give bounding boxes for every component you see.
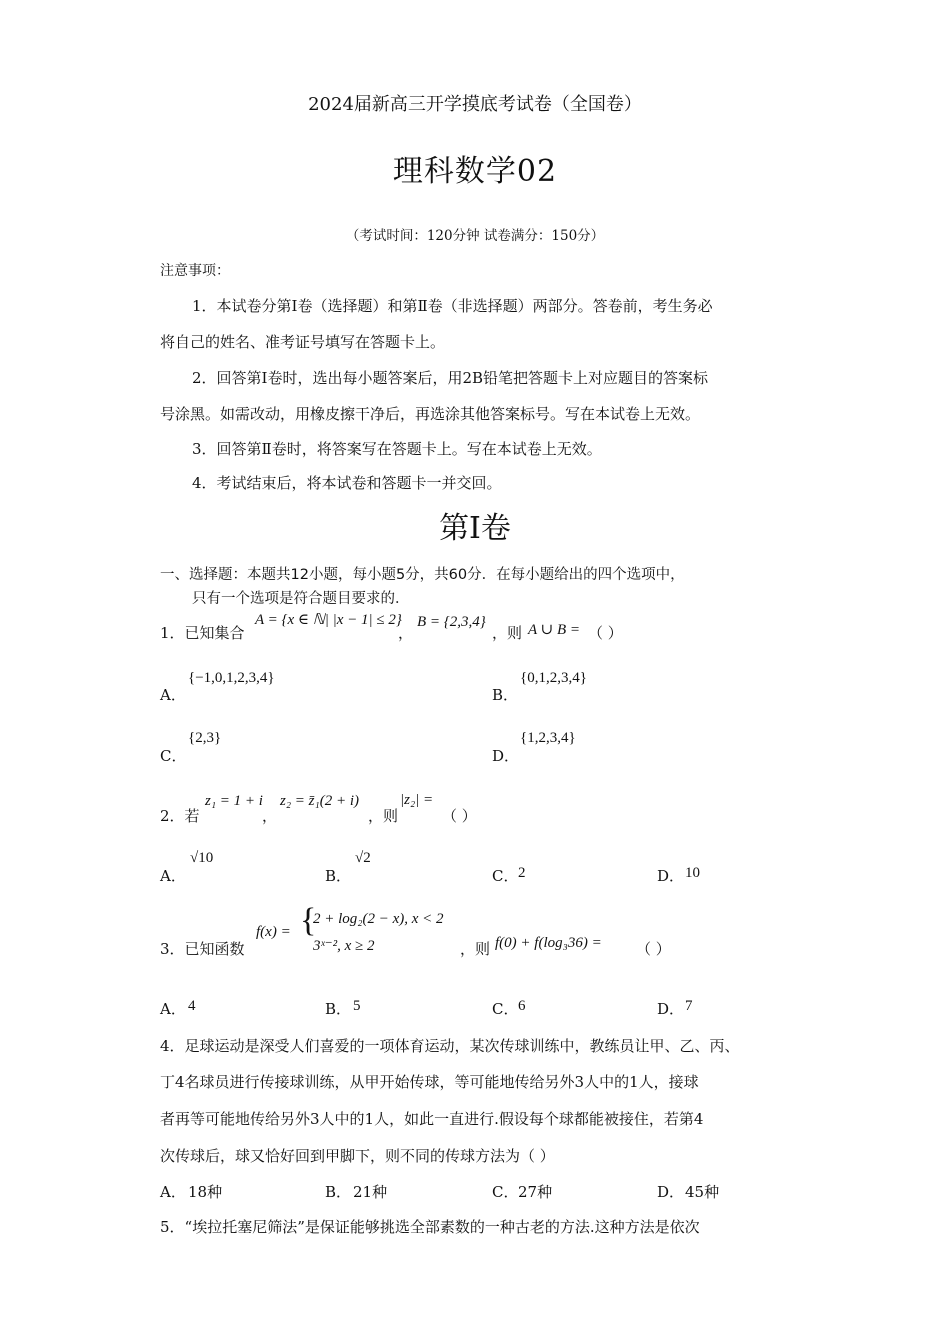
- q3-option-c-value: 6: [518, 998, 526, 1014]
- q2-prefix: 2．若: [160, 807, 200, 825]
- q3-option-c-label: C．: [492, 1000, 519, 1018]
- q2-option-c-label: C．: [492, 867, 519, 885]
- q2-sep: ，: [262, 807, 278, 825]
- q2-option-a-label: A．: [160, 867, 186, 885]
- q1-option-d-label: D．: [492, 747, 520, 765]
- q4-line-1: 4．足球运动是深受人们喜爱的一项体育运动，某次传球训练中，教练员让甲、乙、丙、: [160, 1037, 740, 1055]
- q3-option-d-value: 7: [685, 998, 693, 1014]
- q1-sep: ，: [398, 624, 414, 642]
- q1-option-b-value: {0,1,2,3,4}: [520, 670, 587, 686]
- notice-line-5: 3．回答第Ⅱ卷时，将答案写在答题卡上。写在本试卷上无效。: [192, 440, 602, 458]
- q4-line-4: 次传球后，球又恰好回到甲脚下，则不同的传球方法为（ ）: [160, 1147, 555, 1165]
- q3-then: ，则: [460, 940, 491, 958]
- q1-option-a-value: {−1,0,1,2,3,4}: [188, 670, 275, 686]
- q1-answer-paren: （ ）: [588, 624, 623, 642]
- q2-option-b-value: √2: [355, 850, 371, 866]
- q3-option-a-value: 4: [188, 998, 196, 1014]
- q4-option-a-value: 18种: [188, 1183, 223, 1201]
- exam-subtitle: 2024届新高三开学摸底考试卷（全国卷）: [308, 94, 642, 115]
- q1-set-b: B = {2,3,4}: [417, 614, 486, 630]
- q1-option-c-label: C．: [160, 747, 187, 765]
- notice-line-2: 将自己的姓名、准考证号填写在答题卡上。: [160, 333, 446, 351]
- q1-then: ，则: [492, 624, 523, 642]
- q3-option-d-label: D．: [657, 1000, 685, 1018]
- q2-option-d-value: 10: [685, 865, 700, 881]
- q5-line-1: 5．“埃拉托塞尼筛法”是保证能够挑选全部素数的一种古老的方法.这种方法是依次: [160, 1218, 700, 1236]
- q1-expr: A ∪ B =: [528, 622, 580, 638]
- q1-option-d-value: {1,2,3,4}: [520, 730, 576, 746]
- q1-option-c-value: {2,3}: [188, 730, 222, 746]
- section-title: 第Ⅰ卷: [439, 511, 511, 546]
- q3-option-b-label: B．: [325, 1000, 352, 1018]
- q2-z1: z₁ = 1 + i: [205, 793, 263, 809]
- q4-option-b-value: 21种: [353, 1183, 388, 1201]
- section-heading-line-1: 一、选择题：本题共12小题，每小题5分，共60分．在每小题给出的四个选项中，: [160, 567, 685, 583]
- q4-line-3: 者再等可能地传给另外3人中的1人，如此一直进行.假设每个球都能被接住，若第4: [160, 1110, 704, 1128]
- q2-z2: z₂ = z̄₁(2 + i): [280, 793, 360, 809]
- q4-option-d-label: D．: [657, 1183, 685, 1201]
- notice-heading: 注意事项：: [160, 263, 230, 279]
- q2-answer-paren: （ ）: [442, 807, 477, 825]
- q2-option-d-label: D．: [657, 867, 685, 885]
- notice-line-4: 号涂黑。如需改动，用橡皮擦干净后，再选涂其他答案标号。写在本试卷上无效。: [160, 405, 701, 423]
- section-heading-line-2: 只有一个选项是符合题目要求的．: [192, 591, 410, 607]
- q4-option-d-value: 45种: [685, 1183, 720, 1201]
- q3-option-b-value: 5: [353, 998, 361, 1014]
- q3-option-a-label: A．: [160, 1000, 186, 1018]
- notice-line-1: 1．本试卷分第Ⅰ卷（选择题）和第Ⅱ卷（非选择题）两部分。答卷前，考生务必: [192, 297, 713, 315]
- q2-option-a-value: √10: [190, 850, 214, 866]
- q2-then: ，则: [368, 807, 399, 825]
- q1-prefix: 1．已知集合: [160, 624, 245, 642]
- q3-func: f(x) =: [256, 924, 291, 940]
- q2-option-b-label: B．: [325, 867, 352, 885]
- notice-line-6: 4．考试结束后，将本试卷和答题卡一并交回。: [192, 474, 502, 492]
- q3-case-1: 2 + log₂(2 − x), x < 2: [313, 911, 444, 927]
- q2-option-c-value: 2: [518, 865, 526, 881]
- q4-option-a-label: A．: [160, 1183, 186, 1201]
- exam-info: （考试时间：120分钟 试卷满分：150分）: [345, 228, 605, 244]
- q3-case-2: 3ˣ⁻², x ≥ 2: [313, 938, 375, 954]
- q2-expr: |z₂| =: [400, 792, 434, 808]
- q3-expr: f(0) + f(log₃36) =: [495, 935, 602, 951]
- q1-set-a: A = {x ∈ ℕ| |x − 1| ≤ 2}: [255, 612, 402, 628]
- exam-title: 理科数学02: [392, 154, 558, 189]
- q4-option-c-value: 27种: [518, 1183, 553, 1201]
- q1-option-a-label: A．: [160, 686, 186, 704]
- q3-brace-icon: {: [300, 902, 317, 939]
- q4-option-b-label: B．: [325, 1183, 352, 1201]
- q4-line-2: 丁4名球员进行传接球训练，从甲开始传球，等可能地传给另外3人中的1人，接球: [160, 1073, 699, 1091]
- q4-option-c-label: C．: [492, 1183, 519, 1201]
- q3-answer-paren: （ ）: [636, 940, 671, 958]
- notice-line-3: 2．回答第Ⅰ卷时，选出每小题答案后，用2B铅笔把答题卡上对应题目的答案标: [192, 369, 709, 387]
- q1-option-b-label: B．: [492, 686, 519, 704]
- q3-prefix: 3．已知函数: [160, 940, 245, 958]
